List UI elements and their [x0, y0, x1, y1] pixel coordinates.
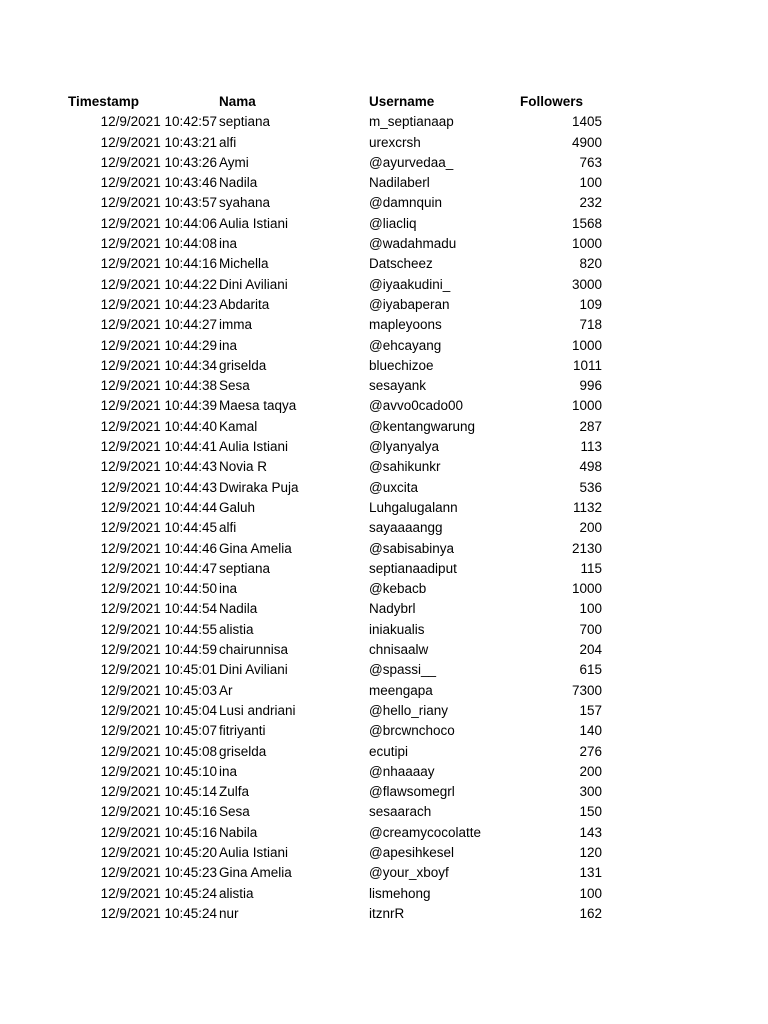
- cell-timestamp: 12/9/2021 10:45:07: [100, 723, 217, 739]
- cell-timestamp: 12/9/2021 10:44:46: [100, 540, 217, 556]
- cell-nama: Dwiraka Puja: [219, 479, 299, 495]
- cell-timestamp: 12/9/2021 10:44:06: [100, 215, 217, 231]
- cell-timestamp: 12/9/2021 10:44:38: [100, 378, 217, 394]
- cell-username: @ehcayang: [369, 337, 442, 353]
- cell-timestamp: 12/9/2021 10:44:39: [100, 398, 217, 414]
- cell-nama: Ar: [219, 682, 233, 698]
- table-row: [0, 599, 768, 619]
- cell-nama: alfi: [219, 520, 237, 536]
- cell-username: @lyanyalya: [369, 439, 439, 455]
- cell-timestamp: 12/9/2021 10:44:16: [100, 256, 217, 272]
- cell-followers: 718: [579, 317, 602, 333]
- cell-username: itznrR: [369, 905, 405, 921]
- cell-username: ecutipi: [369, 743, 409, 759]
- cell-username: sayaaaangg: [369, 520, 443, 536]
- cell-username: Nadilaberl: [369, 175, 430, 191]
- cell-followers: 113: [580, 439, 602, 455]
- cell-followers: 204: [579, 642, 602, 658]
- cell-username: mapleyoons: [369, 317, 442, 333]
- cell-followers: 200: [579, 763, 602, 779]
- table-row: [0, 559, 768, 579]
- table-row: [0, 234, 768, 254]
- table-row: [0, 153, 768, 173]
- table-row: [0, 823, 768, 843]
- cell-nama: Dini Aviliani: [219, 662, 288, 678]
- cell-nama: Dini Aviliani: [219, 276, 288, 292]
- table-row: [0, 884, 768, 904]
- table-row: [0, 721, 768, 741]
- cell-followers: 7300: [571, 682, 602, 698]
- cell-nama: Aulia Istiani: [219, 844, 289, 860]
- cell-followers: 162: [579, 905, 602, 921]
- cell-username: urexcrsh: [369, 134, 421, 150]
- table-row: [0, 396, 768, 416]
- table-row: [0, 376, 768, 396]
- cell-nama: septiana: [219, 114, 271, 130]
- cell-username: bluechizoe: [369, 357, 434, 373]
- cell-nama: ina: [219, 581, 238, 597]
- table-row: [0, 640, 768, 660]
- cell-followers: 536: [579, 479, 602, 495]
- cell-nama: Michella: [219, 256, 269, 272]
- cell-followers: 200: [579, 520, 602, 536]
- cell-nama: Abdarita: [219, 296, 270, 312]
- cell-username: Datscheez: [369, 256, 433, 272]
- cell-followers: 1000: [571, 581, 602, 597]
- cell-followers: 140: [579, 723, 602, 739]
- cell-nama: Kamal: [219, 418, 258, 434]
- cell-nama: ina: [219, 337, 238, 353]
- cell-followers: 100: [579, 601, 602, 617]
- cell-username: @ayurvedaa_: [369, 154, 454, 170]
- cell-username: @apesihkesel: [369, 844, 455, 860]
- cell-nama: griselda: [219, 357, 267, 373]
- table-row: [0, 295, 768, 315]
- cell-timestamp: 12/9/2021 10:45:03: [100, 682, 217, 698]
- cell-username: @your_xboyf: [369, 865, 449, 881]
- cell-username: @damnquin: [369, 195, 442, 211]
- cell-timestamp: 12/9/2021 10:44:59: [100, 642, 217, 658]
- cell-timestamp: 12/9/2021 10:43:26: [100, 154, 217, 170]
- cell-followers: 2130: [571, 540, 602, 556]
- cell-timestamp: 12/9/2021 10:45:24: [100, 885, 217, 901]
- cell-username: @creamycocolatte: [369, 824, 481, 840]
- column-header-username: Username: [369, 94, 435, 109]
- table-row: [0, 843, 768, 863]
- table-row: [0, 762, 768, 782]
- table-row: [0, 133, 768, 153]
- cell-nama: Gina Amelia: [219, 865, 292, 881]
- cell-timestamp: 12/9/2021 10:45:10: [100, 763, 217, 779]
- cell-followers: 763: [579, 154, 602, 170]
- cell-username: @sabisabinya: [369, 540, 455, 556]
- table-row: [0, 518, 768, 538]
- table-body: [0, 112, 768, 924]
- cell-username: meengapa: [369, 682, 433, 698]
- cell-nama: fitriyanti: [219, 723, 266, 739]
- cell-timestamp: 12/9/2021 10:44:44: [100, 499, 217, 515]
- cell-timestamp: 12/9/2021 10:45:08: [100, 743, 217, 759]
- cell-timestamp: 12/9/2021 10:45:01: [100, 662, 217, 678]
- cell-nama: Aulia Istiani: [219, 215, 289, 231]
- cell-nama: Aymi: [219, 154, 249, 170]
- table-row: [0, 457, 768, 477]
- cell-username: @iyabaperan: [369, 296, 450, 312]
- header-row: [0, 92, 768, 112]
- table-row: [0, 173, 768, 193]
- cell-followers: 100: [579, 175, 602, 191]
- table-row: [0, 701, 768, 721]
- table-row: [0, 437, 768, 457]
- cell-timestamp: 12/9/2021 10:44:08: [100, 236, 217, 252]
- table-row: [0, 782, 768, 802]
- cell-username: @avvo0cado00: [369, 398, 464, 414]
- cell-timestamp: 12/9/2021 10:44:22: [100, 276, 217, 292]
- cell-nama: chairunnisa: [219, 642, 289, 658]
- cell-nama: septiana: [219, 560, 271, 576]
- cell-username: @kebacb: [369, 581, 427, 597]
- cell-timestamp: 12/9/2021 10:44:23: [100, 296, 217, 312]
- cell-username: @liacliq: [369, 215, 417, 231]
- cell-nama: Galuh: [219, 499, 256, 515]
- cell-followers: 150: [579, 804, 602, 820]
- table-row: [0, 620, 768, 640]
- cell-timestamp: 12/9/2021 10:43:21: [100, 134, 217, 150]
- column-header-followers: Followers: [520, 94, 584, 109]
- cell-followers: 1568: [571, 215, 602, 231]
- cell-nama: griselda: [219, 743, 267, 759]
- cell-nama: alistia: [219, 885, 254, 901]
- cell-followers: 4900: [571, 134, 602, 150]
- cell-nama: Nabila: [219, 824, 258, 840]
- cell-followers: 100: [579, 885, 602, 901]
- cell-timestamp: 12/9/2021 10:44:47: [100, 560, 217, 576]
- cell-followers: 287: [579, 418, 602, 434]
- table-row: [0, 802, 768, 822]
- table-row: [0, 660, 768, 680]
- cell-followers: 498: [579, 459, 602, 475]
- cell-followers: 120: [579, 844, 602, 860]
- cell-nama: Lusi andriani: [219, 702, 296, 718]
- cell-username: @uxcita: [369, 479, 418, 495]
- cell-nama: Sesa: [219, 378, 250, 394]
- cell-timestamp: 12/9/2021 10:45:23: [100, 865, 217, 881]
- cell-username: septianaadiput: [369, 560, 457, 576]
- cell-timestamp: 12/9/2021 10:44:50: [100, 581, 217, 597]
- cell-username: @sahikunkr: [369, 459, 441, 475]
- cell-timestamp: 12/9/2021 10:45:16: [100, 824, 217, 840]
- cell-nama: Zulfa: [219, 784, 250, 800]
- cell-followers: 1000: [571, 398, 602, 414]
- column-header-timestamp: Timestamp: [68, 94, 140, 109]
- cell-followers: 109: [579, 296, 602, 312]
- cell-followers: 131: [579, 865, 602, 881]
- cell-username: @hello_riany: [369, 702, 448, 718]
- cell-username: @iyaakudini_: [369, 276, 451, 292]
- cell-username: iniakualis: [369, 621, 425, 637]
- cell-timestamp: 12/9/2021 10:44:29: [100, 337, 217, 353]
- cell-followers: 232: [579, 195, 602, 211]
- cell-timestamp: 12/9/2021 10:45:04: [100, 702, 217, 718]
- table-row: [0, 498, 768, 518]
- table-row: [0, 417, 768, 437]
- cell-username: @wadahmadu: [369, 236, 457, 252]
- cell-followers: 3000: [571, 276, 602, 292]
- cell-username: @flawsomegrl: [369, 784, 455, 800]
- table-row: [0, 579, 768, 599]
- cell-username: @spassi__: [369, 662, 436, 678]
- cell-timestamp: 12/9/2021 10:42:57: [100, 114, 217, 130]
- cell-nama: Nadila: [219, 601, 258, 617]
- cell-nama: alfi: [219, 134, 237, 150]
- cell-followers: 1000: [571, 236, 602, 252]
- table-row: [0, 275, 768, 295]
- cell-timestamp: 12/9/2021 10:43:46: [100, 175, 217, 191]
- cell-username: sesaarach: [369, 804, 432, 820]
- cell-timestamp: 12/9/2021 10:45:14: [100, 784, 217, 800]
- cell-username: @brcwnchoco: [369, 723, 455, 739]
- cell-followers: 115: [580, 560, 602, 576]
- table-row: [0, 539, 768, 559]
- cell-nama: imma: [219, 317, 252, 333]
- cell-nama: Maesa taqya: [219, 398, 297, 414]
- cell-timestamp: 12/9/2021 10:44:54: [100, 601, 217, 617]
- table-row: [0, 336, 768, 356]
- cell-nama: Sesa: [219, 804, 250, 820]
- cell-nama: Novia R: [219, 459, 268, 475]
- cell-followers: 1000: [571, 337, 602, 353]
- cell-nama: ina: [219, 236, 238, 252]
- cell-username: Nadybrl: [369, 601, 416, 617]
- cell-nama: Gina Amelia: [219, 540, 292, 556]
- cell-followers: 1132: [572, 499, 602, 515]
- cell-nama: Aulia Istiani: [219, 439, 289, 455]
- cell-nama: nur: [219, 905, 239, 921]
- cell-followers: 1011: [572, 357, 602, 373]
- cell-timestamp: 12/9/2021 10:44:45: [100, 520, 217, 536]
- table-row: [0, 356, 768, 376]
- cell-timestamp: 12/9/2021 10:44:41: [100, 439, 217, 455]
- cell-followers: 996: [579, 378, 602, 394]
- cell-timestamp: 12/9/2021 10:44:55: [100, 621, 217, 637]
- cell-timestamp: 12/9/2021 10:44:40: [100, 418, 217, 434]
- cell-followers: 615: [579, 662, 602, 678]
- table-row: [0, 112, 768, 132]
- cell-username: lismehong: [369, 885, 431, 901]
- cell-nama: ina: [219, 763, 238, 779]
- cell-followers: 157: [579, 702, 602, 718]
- cell-followers: 300: [579, 784, 602, 800]
- spreadsheet-table: [0, 92, 768, 924]
- cell-timestamp: 12/9/2021 10:44:43: [100, 459, 217, 475]
- cell-username: chnisaalw: [369, 642, 429, 658]
- cell-timestamp: 12/9/2021 10:45:24: [100, 905, 217, 921]
- cell-followers: 1405: [571, 114, 602, 130]
- cell-nama: alistia: [219, 621, 254, 637]
- cell-followers: 276: [579, 743, 602, 759]
- cell-nama: syahana: [219, 195, 271, 211]
- cell-username: Luhgalugalann: [369, 499, 458, 515]
- cell-timestamp: 12/9/2021 10:44:34: [100, 357, 217, 373]
- cell-username: @kentangwarung: [369, 418, 476, 434]
- table-row: [0, 214, 768, 234]
- cell-timestamp: 12/9/2021 10:45:20: [100, 844, 217, 860]
- column-header-nama: Nama: [219, 94, 256, 109]
- cell-timestamp: 12/9/2021 10:45:16: [100, 804, 217, 820]
- table-row: [0, 863, 768, 883]
- table-row: [0, 193, 768, 213]
- cell-username: m_septianaap: [369, 114, 454, 130]
- table-row: [0, 315, 768, 335]
- cell-followers: 143: [579, 824, 602, 840]
- table-row: [0, 478, 768, 498]
- cell-timestamp: 12/9/2021 10:44:27: [100, 317, 217, 333]
- cell-nama: Nadila: [219, 175, 258, 191]
- cell-followers: 700: [579, 621, 602, 637]
- cell-timestamp: 12/9/2021 10:43:57: [100, 195, 217, 211]
- table-row: [0, 681, 768, 701]
- cell-timestamp: 12/9/2021 10:44:43: [100, 479, 217, 495]
- cell-username: @nhaaaay: [369, 763, 435, 779]
- cell-followers: 820: [579, 256, 602, 272]
- table-row: [0, 254, 768, 274]
- table-row: [0, 742, 768, 762]
- cell-username: sesayank: [369, 378, 427, 394]
- table-row: [0, 904, 768, 924]
